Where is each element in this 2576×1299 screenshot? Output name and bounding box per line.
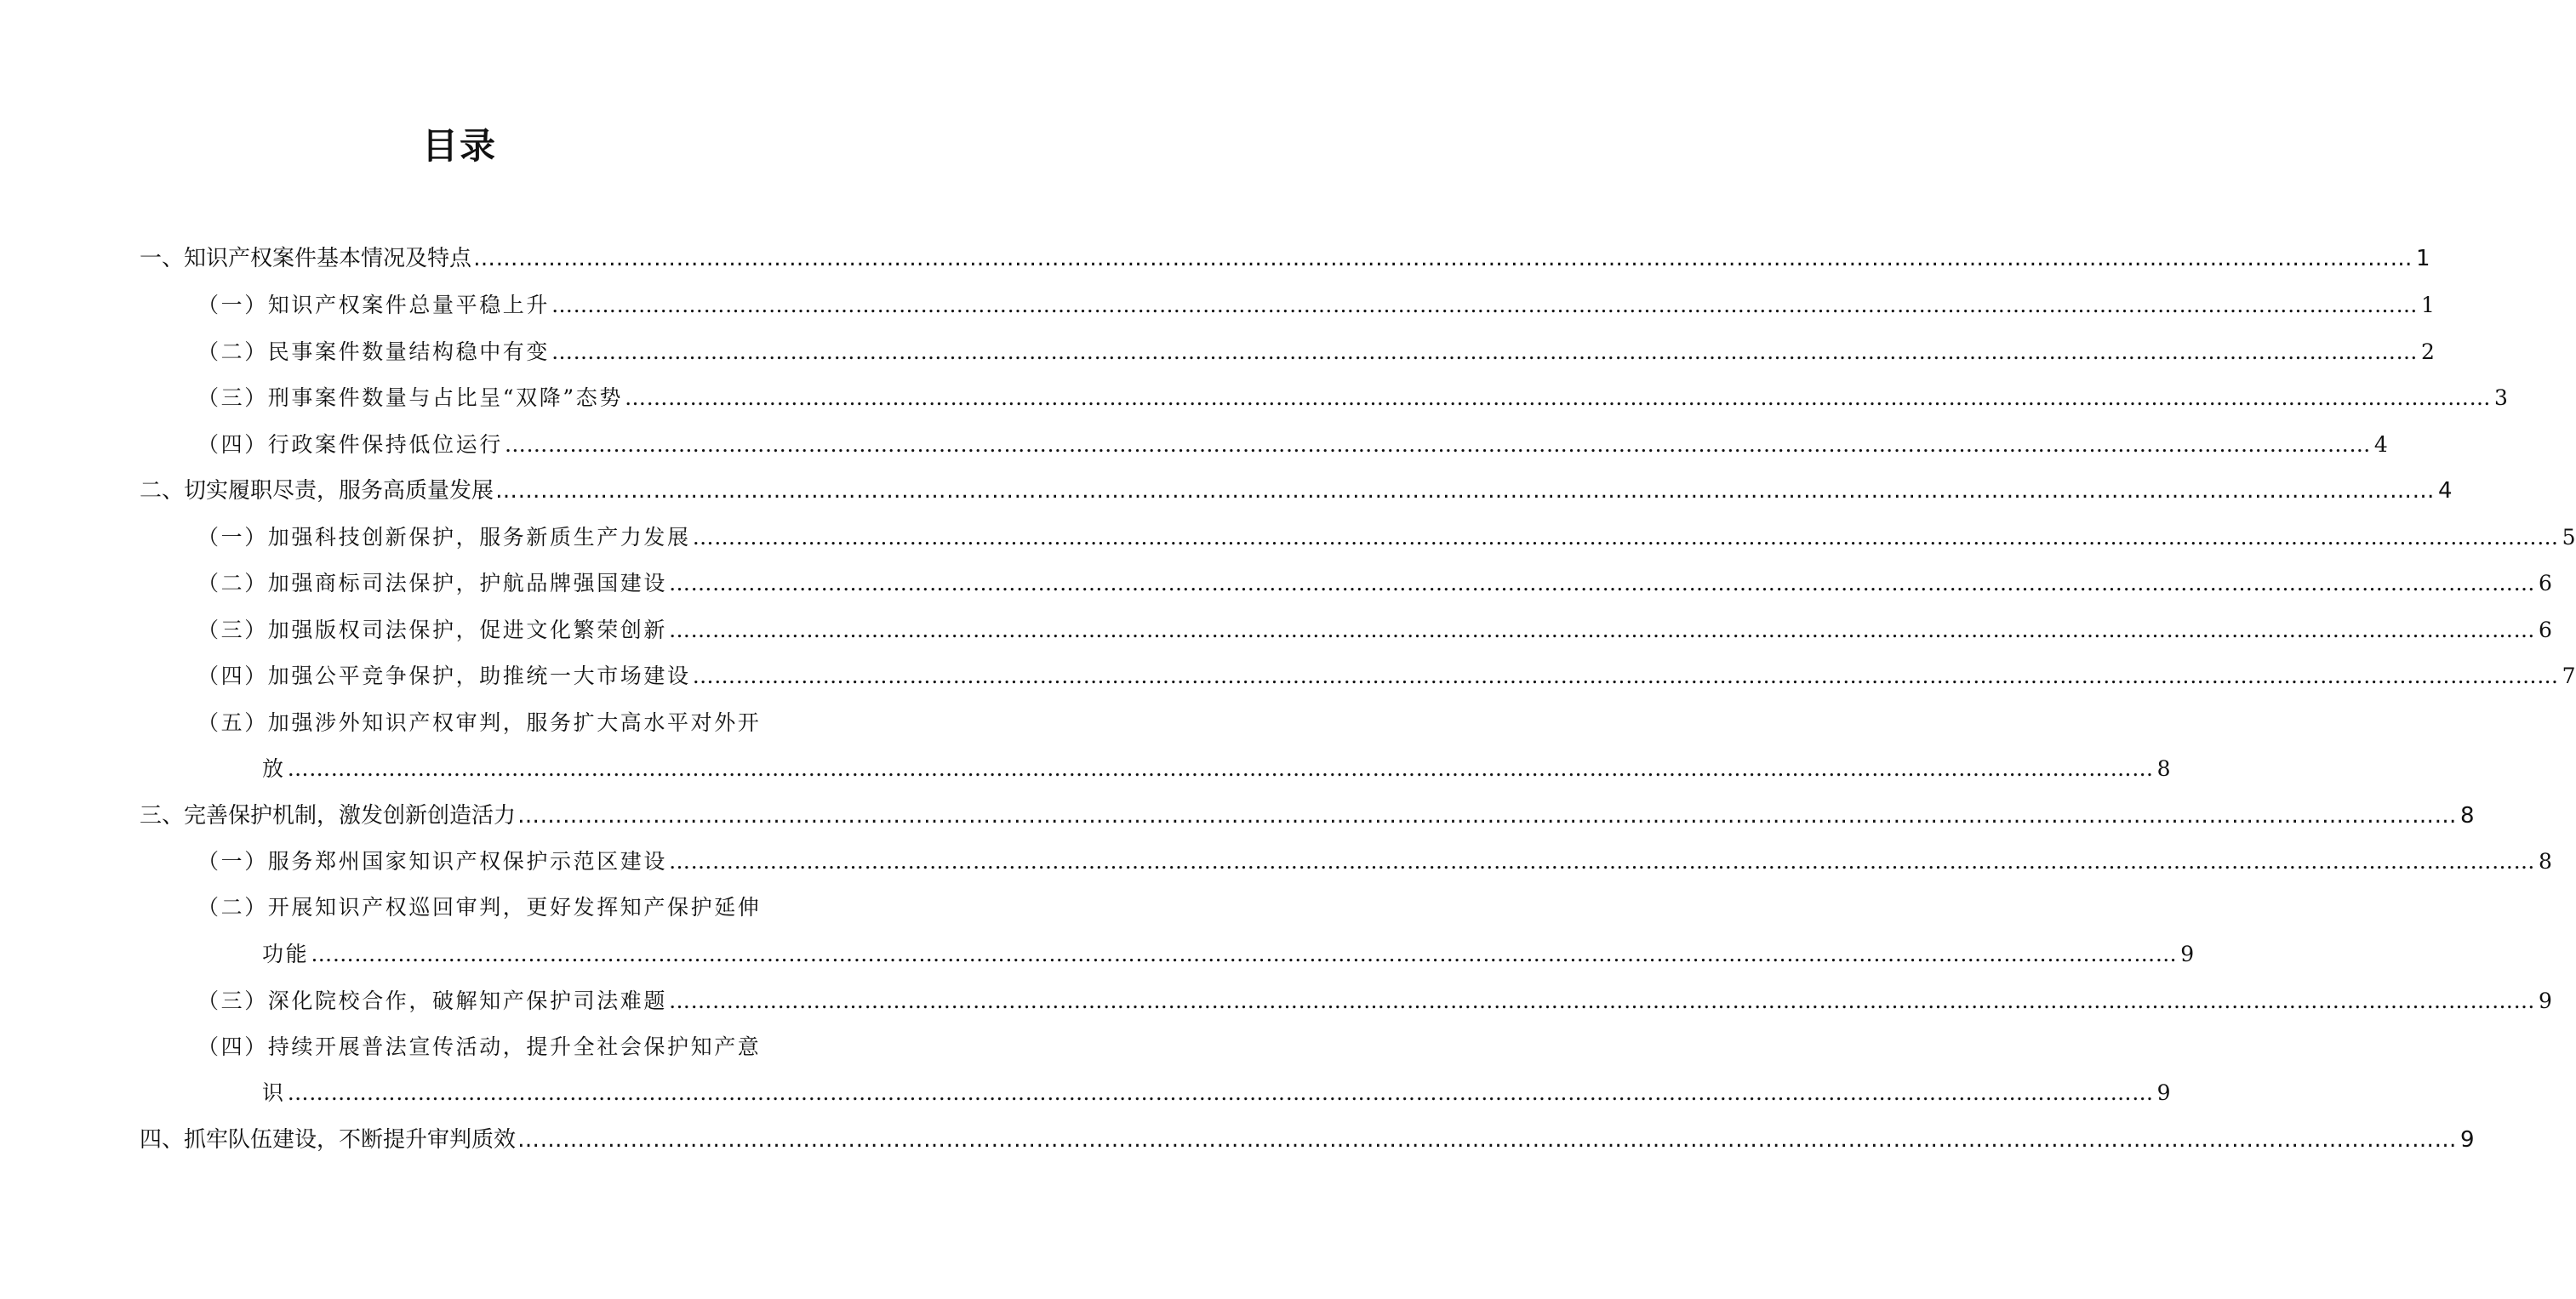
toc-entry-label: （一）知识产权案件总量平稳上升 [197,293,551,317]
dot-leader: …………………………………………………………………………………………………………………………………………………………………………………………………………………………………… [473,246,2413,271]
page-title: 目录 [421,125,497,167]
toc-page-number: 4 [2438,478,2453,504]
toc-entry-section-3-3[interactable] [197,984,2552,1018]
toc-entry-section-3[interactable] [140,799,2475,833]
toc-entry-section-1[interactable] [140,242,2430,276]
dot-leader: …………………………………………………………………………………………………………………………………………………………………………………………………………………………………… [624,385,2491,410]
dot-leader: …………………………………………………………………………………………………………………………………………………………………………………………………………………………………… [551,339,2419,364]
toc-entry-label: （三）深化院校合作，破解知产保护司法难题 [197,988,668,1013]
toc-page-number: 2 [2421,339,2435,364]
toc-entry-label: （四）加强公平竞争保护，助推统一大市场建设 [197,664,691,688]
dot-leader: …………………………………………………………………………………………………………………………………………………………………………………………………………………………………… [287,756,2154,781]
dot-leader: …………………………………………………………………………………………………………………………………………………………………………………………………………………………………… [517,1127,2458,1153]
toc-page-number: 1 [2416,246,2430,271]
dot-leader: …………………………………………………………………………………………………………………………………………………………………………………………………………………………………… [504,432,2371,457]
toc-page-number: 9 [2156,1080,2171,1105]
toc-entry-label: 放 [262,756,286,781]
dot-leader: …………………………………………………………………………………………………………………………………………………………………………………………………………………………………… [495,478,2436,504]
toc-entry-label: 功能 [262,942,310,966]
toc-entry-section-3-1[interactable] [197,845,2552,879]
toc-entry-label: （三）刑事案件数量与占比呈“双降”态势 [197,385,623,410]
toc-entry-label: （一）服务郑州国家知识产权保护示范区建设 [197,849,668,874]
toc-page-number: 8 [2539,849,2552,874]
dot-leader: …………………………………………………………………………………………………………………………………………………………………………………………………………………………………… [669,571,2536,595]
dot-leader: …………………………………………………………………………………………………………………………………………………………………………………………………………………………………… [669,849,2536,874]
dot-leader: …………………………………………………………………………………………………………………………………………………………………………………………………………………………………… [517,803,2458,829]
toc-entry-label: （二）民事案件数量结构稳中有变 [197,339,551,364]
toc-page-number: 8 [2156,756,2171,781]
toc-entry-section-2-5[interactable] [262,752,2171,786]
toc-page-number: 6 [2539,571,2552,595]
toc-entry-label: （三）加强版权司法保护，促进文化繁荣创新 [197,618,668,642]
dot-leader: …………………………………………………………………………………………………………………………………………………………………………………………………………………………………… [551,293,2419,317]
toc-entry-section-1-4[interactable] [197,428,2388,462]
toc-entry-label: 四、抓牢队伍建设，不断提升审判质效 [140,1127,517,1153]
toc-entry-section-1-2[interactable] [197,335,2435,369]
toc-entry-section-3-4[interactable] [262,1076,2171,1110]
toc-entry-label: （一）加强科技创新保护，服务新质生产力发展 [197,525,691,550]
toc-entry-section-3-2-line1[interactable]: （二）开展知识产权巡回审判，更好发挥知产保护延伸 [197,895,762,920]
toc-entry-label: （四）行政案件保持低位运行 [197,432,503,457]
toc-entry-section-2-1[interactable] [197,521,2576,555]
toc-page-number: 7 [2562,664,2576,688]
toc-page-number: 3 [2493,385,2508,410]
toc-entry-section-1-1[interactable] [197,288,2435,322]
dot-leader: …………………………………………………………………………………………………………………………………………………………………………………………………………………………………… [692,525,2559,550]
toc-page-number: 5 [2562,525,2576,550]
toc-page-number: 9 [2460,1127,2475,1153]
toc-page-number: 4 [2373,432,2388,457]
dot-leader: …………………………………………………………………………………………………………………………………………………………………………………………………………………………………… [669,618,2536,642]
toc-page-number: 9 [2539,988,2552,1013]
toc-entry-section-3-2[interactable] [262,937,2195,971]
dot-leader: …………………………………………………………………………………………………………………………………………………………………………………………………………………………………… [669,988,2536,1013]
toc-entry-section-2-3[interactable] [197,613,2552,647]
toc-entry-label: （二）加强商标司法保护，护航品牌强国建设 [197,571,668,595]
toc-entry-section-2-5-line1[interactable]: （五）加强涉外知识产权审判，服务扩大高水平对外开 [197,710,762,735]
dot-leader: …………………………………………………………………………………………………………………………………………………………………………………………………………………………………… [311,942,2178,966]
toc-entry-label: 识 [262,1080,286,1105]
toc-entry-label: 三、完善保护机制，激发创新创造活力 [140,803,517,829]
toc-page-number: 9 [2180,942,2195,966]
toc-entry-label: 一、知识产权案件基本情况及特点 [140,246,472,271]
toc-page-number: 6 [2539,618,2552,642]
toc-entry-section-4[interactable] [140,1123,2475,1157]
dot-leader: …………………………………………………………………………………………………………………………………………………………………………………………………………………………………… [287,1080,2154,1105]
toc-entry-section-2-4[interactable] [197,659,2576,693]
toc-page-number: 8 [2460,803,2475,829]
dot-leader: …………………………………………………………………………………………………………………………………………………………………………………………………………………………………… [692,664,2559,688]
toc-page-number: 1 [2421,293,2435,317]
toc-entry-label: 二、切实履职尽责，服务高质量发展 [140,478,494,504]
toc-entry-section-2-2[interactable] [197,567,2552,601]
toc-entry-section-3-4-line1[interactable]: （四）持续开展普法宣传活动，提升全社会保护知产意 [197,1034,762,1059]
toc-entry-section-1-3[interactable] [197,381,2508,415]
toc-entry-section-2[interactable] [140,474,2453,508]
